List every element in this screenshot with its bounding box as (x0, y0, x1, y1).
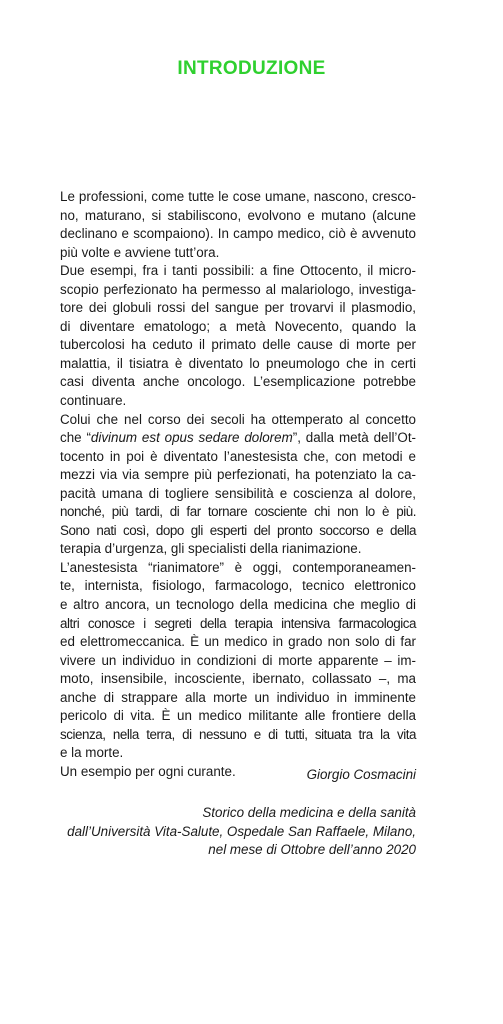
latin-quote: divinum est opus sedare dolorem (90, 430, 293, 446)
text-line: tocento in poi è diventato l’anestesista che, con metodi e (60, 448, 416, 464)
author-signature: Giorgio Cosmacini (306, 767, 416, 782)
text-line: no, maturano, si stabiliscono, evolvono e mutano (alcune (60, 207, 416, 223)
text-line: L’anestesista “rianimatore” è oggi, contemporaneamen- (60, 559, 416, 575)
text-line: declinano e scompaiono). In campo medico, ciò è avvenuto (60, 226, 416, 242)
text-line: Colui che nel corso dei secoli ha ottemperato al concetto (60, 411, 416, 427)
text-line: scienza, nella terra, di nessuno e di tutti, situata tra la vita (60, 726, 416, 742)
text-line: casi diventa anche oncologo. L’esemplicazione potrebbe (60, 374, 416, 390)
text-line (60, 429, 416, 448)
author-affiliation (67, 804, 416, 860)
text-line: mezzi via via sempre più perfezionati, ha potenziato la ca- (60, 467, 416, 483)
text-line: di diventare ematologo; a metà Novecento, quando la (60, 318, 416, 334)
text-line: anche di strappare alla morte un individuo in imminente (60, 689, 416, 705)
text-line: tubercolosi ha ceduto il primato delle cause di morte per (60, 337, 416, 353)
text-line: Sono nati così, dopo gli esperti del pronto soccorso e della (60, 522, 416, 538)
text-fragment: che “ (60, 430, 91, 446)
text-line: Due esempi, fra i tanti possibili: a fine Ottocento, il micro- (60, 263, 416, 279)
text-line: te, internista, fisiologo, farmacologo, tecnico elettronico (60, 578, 416, 594)
text-line: e altro ancora, un tecnologo della medicina che meglio di (60, 597, 416, 613)
page-title: INTRODUZIONE (177, 58, 326, 79)
text-line: vivere un individuo in condizioni di morte apparente – im- (60, 652, 416, 668)
text-line: tore dei globuli rossi del sangue per trovarvi il plasmodio, (60, 300, 416, 316)
text-line: ed elettromeccanica. È un medico in grado non solo di far (60, 634, 416, 650)
text-line: altri conosce i segreti della terapia intensiva farmacologica (60, 615, 416, 631)
text-line: malattia, il tisiatra è diventato lo pneumologo che in certi (60, 355, 416, 371)
text-line: e la morte. (60, 745, 124, 761)
text-fragment: ”, dalla metà dell’Ot- (292, 430, 416, 446)
affiliation-line: Storico della medicina e della sanità (202, 805, 416, 820)
body-text (60, 188, 416, 782)
text-line: continuare. (60, 393, 127, 409)
text-line: scopio perfezionato ha permesso al malariologo, investiga- (60, 281, 416, 297)
text-line: più volte e avviene tutt’ora. (60, 244, 220, 260)
affiliation-line: dall’Università Vita-Salute, Ospedale San Raffaele, Milano, (67, 823, 416, 839)
text-line: terapia d’urgenza, gli specialisti della rianimazione. (60, 541, 362, 557)
text-line: Un esempio per ogni curante. (60, 763, 236, 779)
text-line: pacità umana di togliere sensibilità e coscienza al dolore, (60, 485, 416, 501)
text-line: moto, insensibile, incosciente, ibernato, collassato –, ma (60, 671, 416, 687)
text-line: pericolo di vita. È un medico militante alle frontiere della (60, 708, 416, 724)
text-line: Le professioni, come tutte le cose umane, nascono, cresco- (60, 189, 416, 204)
text-line: nonché, più tardi, di far tornare cosciente chi non lo è più. (60, 504, 416, 520)
affiliation-line: nel mese di Ottobre dell’anno 2020 (208, 842, 416, 857)
